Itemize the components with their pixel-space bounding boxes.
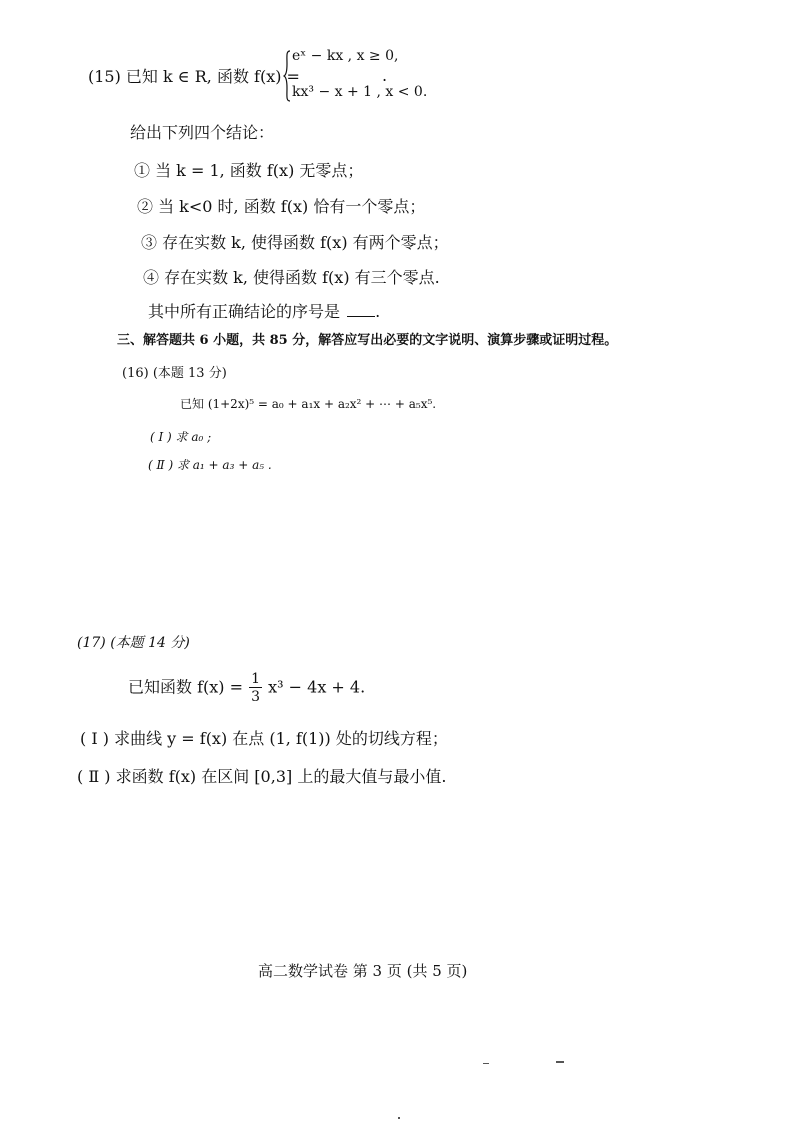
scan-speck [483, 1063, 489, 1064]
q15-item-4: ④ 存在实数 k, 使得函数 f(x) 有三个零点. [143, 268, 440, 287]
q15-intro: 给出下列四个结论： [130, 123, 275, 142]
q17-fraction-denominator: 3 [251, 689, 261, 705]
q17-title: (17) (本题 14 分) [77, 635, 190, 651]
q15-case-1: eˣ − kx , x ≥ 0, [292, 48, 399, 64]
q15-item-1: ① 当 k = 1, 函数 f(x) 无零点； [134, 161, 364, 180]
section-3-heading: 三、解答题共 6 小题，共 85 分，解答应写出必要的文字说明、演算步骤或证明过程。 [117, 333, 618, 348]
q15-item-3: ③ 存在实数 k, 使得函数 f(x) 有两个零点； [141, 233, 449, 252]
page-footer: 高二数学试卷 第 3 页 (共 5 页) [258, 962, 468, 980]
q15-ask-text: 其中所有正确结论的序号是 [148, 302, 341, 321]
q16-title: (16) (本题 13 分) [122, 366, 227, 381]
q17-fraction-numerator: 1 [251, 671, 261, 687]
q15-case-2: kx³ − x + 1 , x < 0. [292, 84, 428, 100]
q15-ask-end: . [375, 302, 381, 321]
q17-given-prefix: 已知函数 f(x) = [128, 677, 244, 697]
q17-given [128, 672, 365, 704]
q15-item-2: ② 当 k<0 时, 函数 f(x) 恰有一个零点； [137, 197, 426, 216]
q15-answer-blank [347, 316, 375, 317]
q17-given-suffix: x³ − 4x + 4. [268, 677, 366, 697]
q15-piecewise-brace [283, 50, 289, 100]
q17-part-2: ( Ⅱ ) 求函数 f(x) 在区间 [0,3] 上的最大值与最小值. [77, 767, 447, 786]
scan-speck [398, 1117, 400, 1119]
q17-fraction [249, 672, 262, 704]
q16-part-1: ( Ⅰ ) 求 a₀ ; [150, 430, 212, 444]
brace-icon [283, 50, 291, 102]
q15-ask [148, 299, 380, 322]
scan-speck [556, 1061, 564, 1063]
q15-lead: (15) 已知 k ∈ R, 函数 f(x) = [88, 67, 300, 86]
q17-part-1: ( Ⅰ ) 求曲线 y = f(x) 在点 (1, f(1)) 处的切线方程； [80, 729, 448, 748]
q16-part-2: ( Ⅱ ) 求 a₁ + a₃ + a₅ . [148, 458, 272, 472]
q16-given: 已知 (1+2x)⁵ = a₀ + a₁x + a₂x² + ⋯ + a₅x⁵. [180, 397, 437, 411]
q15-trailing-period: . [382, 66, 388, 85]
